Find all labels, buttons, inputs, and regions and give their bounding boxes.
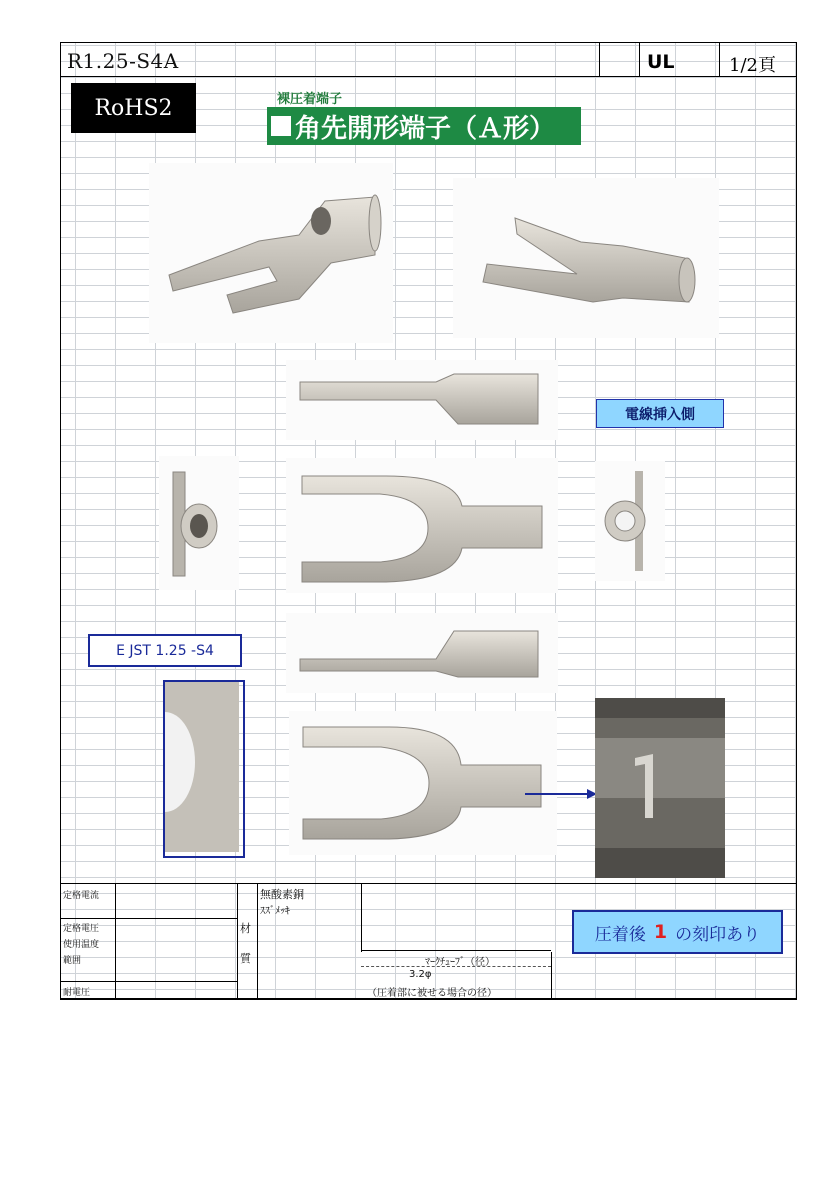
crimp-mark-closeup-image xyxy=(595,698,725,878)
header-divider-v2 xyxy=(639,43,640,76)
terminal-end-view-right-image xyxy=(595,461,665,581)
photo-front-marked xyxy=(289,711,557,855)
spec-divider xyxy=(61,981,237,982)
photo-side-top xyxy=(286,360,558,440)
terminal-front-marked-image xyxy=(289,711,557,855)
photo-angled-front xyxy=(149,163,393,343)
terminal-front-view-image xyxy=(286,458,558,593)
crimp-mark-suffix: の刻印あり xyxy=(675,924,761,945)
photo-front-view xyxy=(286,458,558,593)
spec-sheet xyxy=(60,42,797,1000)
terminal-end-view-left-image xyxy=(159,456,239,590)
spec-divider xyxy=(115,884,116,1000)
marking-closeup-image xyxy=(165,682,239,852)
terminal-side-view-lower-image xyxy=(286,613,558,693)
square-icon xyxy=(271,116,291,136)
rated-voltage-label: 定格電圧 xyxy=(63,924,100,934)
photo-angled-back xyxy=(453,178,719,338)
material-label-2: 質 xyxy=(240,952,251,965)
header-divider-v1 xyxy=(599,43,600,76)
spec-divider xyxy=(551,952,552,1000)
crimp-mark-prefix: 圧着後 xyxy=(594,924,646,945)
spec-divider xyxy=(361,950,551,951)
terminal-angled-front-image xyxy=(149,163,393,343)
spec-table xyxy=(61,883,797,1000)
header-divider-v3 xyxy=(719,43,720,76)
rated-current-label: 定格電流 xyxy=(63,891,100,901)
spec-divider xyxy=(361,884,362,952)
material-label-1: 材 xyxy=(240,922,251,935)
page-title xyxy=(267,107,581,145)
ul-mark: UL xyxy=(647,51,675,73)
marking-closeup xyxy=(163,680,245,858)
wire-insert-side-label: 電線挿入側 xyxy=(596,399,724,428)
mark-tube-note: （圧着部に被せる場合の径） xyxy=(367,988,497,999)
spec-divider xyxy=(257,884,258,1000)
mark-tube-value: 3.2φ xyxy=(409,969,432,980)
header-divider xyxy=(61,76,796,77)
crimp-mark-number: 1 xyxy=(653,921,668,943)
rohs-badge: RoHS2 xyxy=(71,83,196,133)
material-value-1: 無酸素銅 xyxy=(260,888,304,901)
page-number: 1/2頁 xyxy=(729,55,776,76)
crimp-mark-photo xyxy=(595,698,725,878)
arrow-icon xyxy=(525,787,599,801)
mark-tube-label: ﾏｰｸﾁｭｰﾌﾞ（径） xyxy=(425,957,495,968)
photo-side-bottom xyxy=(286,613,558,693)
material-value-2: ｽｽﾞﾒｯｷ xyxy=(260,906,290,917)
temp-range-label: 使用温度 xyxy=(63,940,100,950)
spec-divider xyxy=(61,918,237,919)
photo-end-left xyxy=(159,456,239,590)
temp-range-label-2: 範囲 xyxy=(63,956,82,966)
page-title-text: 角先開形端子（Ａ形） xyxy=(295,113,556,144)
part-number: R1.25-S4A xyxy=(67,49,179,73)
spec-divider xyxy=(237,884,238,1000)
terminal-angled-back-image xyxy=(453,178,719,338)
photo-end-right xyxy=(595,461,665,581)
terminal-side-view-image xyxy=(286,360,558,440)
category-label: 裸圧着端子 xyxy=(277,92,343,107)
withstand-voltage-label: 耐電圧 xyxy=(63,988,91,998)
marking-label: E JST 1.25 -S4 xyxy=(88,634,242,667)
